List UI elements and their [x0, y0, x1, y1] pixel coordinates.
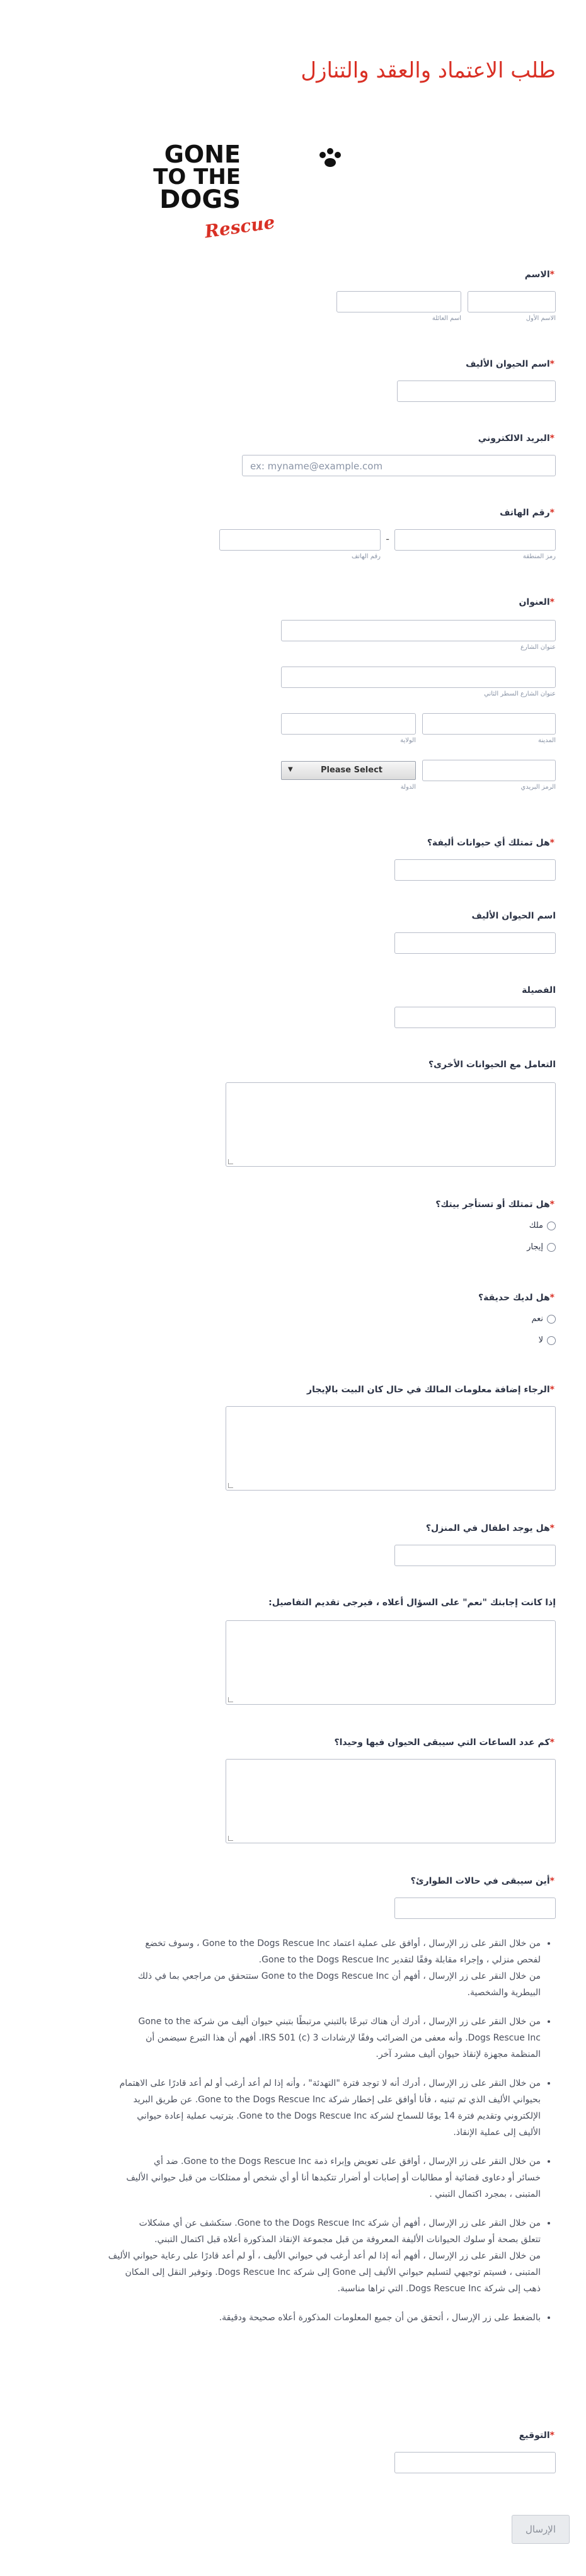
- breed-input[interactable]: [394, 1007, 556, 1028]
- phone-area-sublabel: رمز المنطقة: [522, 553, 556, 560]
- pet-name-label: *اسم الحيوان الأليف: [466, 359, 554, 369]
- pet-name-input[interactable]: [397, 381, 556, 402]
- logo-line-1: GONE: [164, 140, 241, 168]
- details-textarea[interactable]: [226, 1620, 556, 1705]
- rescue-logo: [153, 140, 352, 243]
- logo-line-3: DOGS: [159, 185, 241, 214]
- emergency-label: *أين سيبقى في حالات الطوارئ؟: [410, 1876, 554, 1886]
- rent-radio[interactable]: [547, 1243, 556, 1252]
- garden-yes-radio[interactable]: [547, 1315, 556, 1324]
- first-name-input[interactable]: [468, 291, 556, 312]
- email-placeholder: ex: myname@example.com: [250, 461, 383, 472]
- logo-line-4: Rescue: [203, 212, 277, 243]
- phone-separator: -: [386, 533, 389, 545]
- form-title: طلب الاعتماد والعقد والتنازل: [301, 58, 556, 83]
- country-select-value: Please Select: [320, 765, 382, 775]
- garden-label: *هل لديك حديقة؟: [478, 1293, 554, 1303]
- dealing-others-label: التعامل مع الحيوانات الأخرى؟: [428, 1060, 556, 1070]
- submit-button[interactable]: الإرسال: [512, 2515, 570, 2544]
- state-sublabel: الولاية: [400, 737, 416, 744]
- street2-input[interactable]: [281, 667, 556, 688]
- country-sublabel: الدولة: [400, 784, 416, 791]
- own-option[interactable]: ملك: [529, 1221, 556, 1230]
- terms-item: • من خلال النقر على زر الإرسال ، أوافق على تعويض وإبراء ذمة Gone to the Dogs Rescue Inc. ضد أي خسائر أو دعاوى قضائية أو مطالبات أو إصابات أو أضرار تتكبدها أنا أو أي شخص أو ممتلكات من قبل حيواني الأليف المتبنى ، بمجرد اكتمال التبني .: [24, 2153, 541, 2202]
- garden-yes-option[interactable]: نعم: [531, 1314, 556, 1324]
- landlord-textarea[interactable]: [226, 1406, 556, 1491]
- last-name-input[interactable]: [336, 291, 461, 312]
- terms-item: • من خلال النقر على زر الإرسال ، أدرك أن هناك تبرعًا بالتبني مرتبطًا بتبني حيوان أليف من شركة Gone to the Dogs Rescue Inc. وأنه معفى من الضرائب وفقًا لإرشادات IRS 501 (c) 3. أفهم أن هذا التبرع سيضمن أن المنظمة مجهزة لإنقاذ حيوان أليف مشرد آخر.: [24, 2013, 541, 2063]
- terms-list: [24, 1935, 556, 2338]
- email-input[interactable]: [242, 455, 556, 476]
- address-label: *العنوان: [519, 597, 554, 607]
- signature-label: *التوقيع: [519, 2430, 554, 2441]
- state-input[interactable]: [281, 713, 416, 735]
- phone-number-sublabel: رقم الهاتف: [351, 553, 381, 560]
- street-input[interactable]: [281, 620, 556, 641]
- phone-number-input[interactable]: [219, 529, 381, 551]
- zip-sublabel: الرمز البريدي: [520, 784, 556, 791]
- signature-input[interactable]: [394, 2452, 556, 2473]
- last-name-sublabel: اسم العائلة: [432, 315, 461, 322]
- breed-label: الفصيلة: [522, 985, 556, 995]
- own-rent-label: *هل تمتلك أو تستأجر بيتك؟: [435, 1199, 554, 1210]
- country-select[interactable]: [281, 761, 416, 780]
- own-radio[interactable]: [547, 1222, 556, 1230]
- city-input[interactable]: [422, 713, 556, 735]
- terms-item: • من خلال النقر على زر الإرسال ، أدرك أنه لا توجد فترة "التهدئة" ، وأنه إذا لم أعد أرغب أو لم أعد قادرًا على الاهتمام بحيواني الأليف الذي تم تبنيه ، فأنا أوافق على إخطار شركة Gone to the Dogs Rescue Inc. عن طريق البريد الإلكتروني وتقديم فترة 14 يومًا للسماح لشركة Gone to the Dogs Rescue Inc. بترتيب عملية إعادة حيواني الأليف إلى عملية الإنقاذ.: [24, 2075, 541, 2141]
- dealing-others-textarea[interactable]: [226, 1082, 556, 1167]
- phone-area-input[interactable]: [394, 529, 556, 551]
- email-label: *البريد الالكتروني: [478, 433, 554, 444]
- garden-no-option[interactable]: لا: [539, 1336, 556, 1345]
- pet-name2-input[interactable]: [394, 932, 556, 954]
- rent-option[interactable]: إيجار: [527, 1242, 556, 1252]
- emergency-input[interactable]: [394, 1898, 556, 1919]
- street2-sublabel: عنوان الشارع السطر الثاني: [484, 690, 556, 697]
- children-input[interactable]: [394, 1545, 556, 1566]
- name-label: *الاسم: [524, 270, 554, 280]
- street-sublabel: عنوان الشارع: [520, 644, 556, 651]
- zip-input[interactable]: [422, 760, 556, 781]
- other-pets-label: *هل تمتلك أي حيوانات أليفة؟: [427, 838, 554, 848]
- children-label: *هل يوجد اطفال في المنزل؟: [425, 1523, 554, 1533]
- terms-item: • من خلال النقر على زر الإرسال ، أفهم أن شركة Gone to the Dogs Rescue Inc. ستكشف عن أي مشكلات تتعلق بصحة أو سلوك الحيوانات الأليفة المعروفة من قبل مجموعة الإنقاذ المذكورة أعلاه قبل اكتمال التبني. من خلال النقر على زر الإرسال ، أفهم أنه إذا لم أعد أرغب في حيواني الأليف ، أو لم أعد قادرًا على رعاية حيواني الأليف المتبنى ، فسيتم توجيهي لتسليم حيواني الأليف إلى Gone إلى شركة Dogs Rescue Inc. وتوفير النقل إلى المكان ذهب إلى شركة Dogs Rescue Inc. التي تراها مناسبة.: [24, 2215, 541, 2297]
- other-pets-input[interactable]: [394, 859, 556, 881]
- pet-name2-label: اسم الحيوان الأليف: [471, 911, 556, 921]
- city-sublabel: المدينة: [537, 737, 556, 744]
- hours-alone-textarea[interactable]: [226, 1759, 556, 1843]
- chevron-down-icon: ▼: [288, 766, 293, 773]
- phone-label: *رقم الهاتف: [500, 508, 554, 518]
- logo-line-2: TO THE: [153, 164, 241, 190]
- garden-no-radio[interactable]: [547, 1336, 556, 1345]
- hours-alone-label: *كم عدد الساعات التي سيبقى الحيوان فيها وحيدا؟: [334, 1737, 554, 1748]
- first-name-sublabel: الاسم الأول: [526, 315, 556, 322]
- terms-item: • بالضغط على زر الإرسال ، أتحقق من أن جميع المعلومات المذكورة أعلاه صحيحة ودقيقة.: [24, 2310, 541, 2326]
- details-label: إذا كانت إجابتك "نعم" على السؤال أعلاه ، فيرجى تقديم التفاصيل:: [268, 1598, 556, 1608]
- terms-item: • من خلال النقر على زر الإرسال ، أوافق على عملية اعتماد Gone to the Dogs Rescue Inc ، وسوف تخضع لفحص منزلي ، وإجراء مقابلة وفقًا لتقدير Gone to the Dogs Rescue Inc. من خلال النقر على زر الإرسال ، أفهم أن Gone to the Dogs Rescue Inc ستتحقق من مراجعي بما في ذلك البيطرية والشخصية.: [24, 1935, 541, 2001]
- landlord-label: *الرجاء إضافة معلومات المالك في حال كان البيت بالإيجار: [307, 1385, 554, 1395]
